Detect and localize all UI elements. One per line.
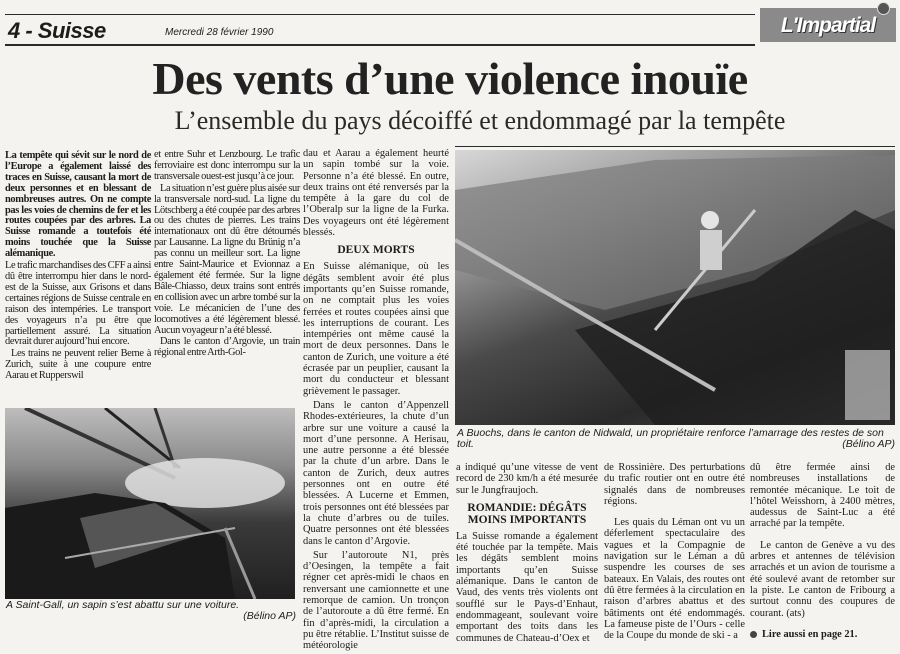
paragraph: Le canton de Genève a vu des arbres et antennes de télévision arrachés et un avion de tourisme a été soulevé avant de retomber sur la piste. Le canton de Fribourg a surtout connu des coupures de courant. (ats)	[750, 539, 895, 619]
newspaper-logo: L'Impartial	[760, 8, 896, 42]
paragraph: a indiqué qu’une vitesse de vent record de 230 km/h a été mesurée sur le Jungfraujoch.	[456, 462, 598, 496]
car-photo-caption: A Saint-Gall, un sapin s’est abattu sur une voiture. (Bélino AP)	[6, 599, 296, 622]
paragraph: Le trafic marchandises des CFF a ainsi dû être interrompu hier dans le nord-est de la Suisse, aux Grisons et dans certaines régions de Suisse centrale en raison des intempéries. Le transport des voyageurs n’a pu être que partiellement assuré. La situation devrait durer aujourd’hui encore.	[5, 260, 151, 348]
paragraph: La situation n’est guère plus aisée sur la transversale nord-sud. La ligne du Lötschberg a été coupée par des arbres ou des chutes de pierres. Les trains internationaux ont dû être détournés par Lausanne. La ligne du Brünig n’a pas connu un meilleur sort. La ligne entre Saint-Maurice et Evionnaz a également été fermée. Sur la ligne Bâle-Chiasso, deux trains sont entrés en collision avec un arbre tombé sur la voie. Le mécanicien de l’une des locomotives a été légèrement blessé. Aucun voyageur n’a été blessé.	[154, 182, 300, 336]
issue-date: Mercredi 28 février 1990	[165, 27, 274, 38]
paragraph: dû être fermée ainsi de nombreuses installations de remontée mécanique. Le toit de l’hôtel Weisshorn, à 2400 mètres, audessus de Saint-Luc a été arraché par la tempête.	[750, 462, 895, 530]
column-4	[456, 462, 598, 647]
subheadline: L’ensemble du pays décoiffé et endommagé par la tempête	[174, 106, 786, 135]
paragraph: dau et Aarau a également heurté un sapin tombé sur la voie. Personne n’a été blessé. En outre, deux trains ont été renversés par la tempête à la gare du col de l’Oberalp sur la ligne de la Furka. Des voyageurs ont été légèrement blessés.	[303, 148, 449, 239]
paragraph: Dans le canton d’Argovie, un train régional entre Arth-Gol-	[154, 336, 300, 359]
paragraph: En Suisse alémanique, où les dégâts semblent avoir été plus importants qu’en Suisse romande, on ne comptait plus les voies ferrées et routes coupées ainsi que les interruptions de courant. Les intempéries ont même causé la mort de deux personnes. Dans le canton de Zurich, une voiture a été écrasée par un peuplier, causant la mort du conducteur et blessant grièvement le passager.	[303, 261, 449, 397]
paragraph: et entre Suhr et Lenzbourg. Le trafic ferroviaire est donc interrompu sur la transversale ouest-est jusqu’à ce jour.	[154, 149, 300, 182]
paragraph: Les trains ne peuvent relier Berne à Zurich, suite à une coupure entre Aarau et Rupperswil	[5, 348, 151, 382]
paragraph: La Suisse romande a également été touchée par la tempête. Mais les dégâts semblent moins importants qu’en Suisse alémanique. Dans le canton de Vaud, des vents très violents ont soufflé sur le Pays-d’Enhaut, endommageant, soulevant voire emportant des toits dans les communes de Chateau-d’Oex et	[456, 530, 598, 644]
photo-credit: (Bélino AP)	[243, 610, 296, 622]
subheading: DEUX MORTS	[337, 244, 415, 257]
globe-icon	[877, 2, 890, 15]
car-photo	[5, 408, 295, 599]
headline: Des vents d’une violence inouïe	[152, 53, 748, 104]
column-1	[5, 151, 151, 383]
section-title: 4 - Suisse	[8, 18, 106, 43]
paragraph: Dans le canton d’Appenzell Rhodes-extérieures, la chute d’un arbre sur une voiture a causé la mort d’une personne. A Herisau, une autre personne a été blessée par la chute d’un arbre. Dans le canton de Zurich, deux autres personnes ont en outre été blessées. A Lucerne et Emmen, trois personnes ont été blessées par la chute d’arbres ou de tuiles. Quatre personnes ont été blessées dans le canton d’Argovie.	[303, 399, 449, 547]
photo-credit: (Bélino AP)	[842, 438, 895, 450]
column-5	[604, 462, 745, 644]
roof-illustration	[455, 150, 895, 425]
roof-photo-caption: A Buochs, dans le canton de Nidwald, un propriétaire renforce l’amarrage des restes de son toit. (Bélino AP)	[457, 427, 895, 450]
column-3	[303, 148, 449, 654]
paragraph: Sur l’autoroute N1, près d’Oesingen, la tempête a fait régner cet après-midi le chaos en renversant une camionnette et une remorque de camion. Un tronçon de l’autoroute a dû être fermé. En fin d’après-midi, la circulation a pu être rétablie. L’Institut suisse de météorologie	[303, 549, 449, 652]
photo-top-rule	[455, 146, 895, 147]
car-illustration	[5, 408, 295, 599]
masthead-rule	[5, 44, 755, 46]
lead-paragraph: La tempête qui sévit sur le nord de l’Europe a également laissé des traces en Suisse, causant la mort de deux personnes et en blessant de nombreuses autres. On ne compte pas les voies de chemins de fer et les routes coupées par des arbres. La Suisse romande a toutefois été moins touchée que la Suisse alémanique.	[5, 150, 151, 260]
bullet-icon	[750, 631, 757, 638]
see-also: Lire aussi en page 21.	[750, 629, 895, 640]
column-6	[750, 462, 895, 643]
paragraph: de Rossinière. Des perturbations du trafic routier ont en outre été signalés dans de nombreuses régions.	[604, 462, 745, 507]
column-2	[154, 150, 300, 360]
subheading: ROMANDIE: DÉGÂTS MOINS IMPORTANTS	[467, 501, 587, 526]
paragraph: Les quais du Léman ont vu un déferlement spectaculaire des vagues et la Compagnie de navigation sur le Léman a dû suspendre les courses de ses bateaux. En Valais, des routes ont dû être fermées à la circulation en raison d’arbres abattus et des bâtiments ont été endommagés. La fameuse piste de l’Ours - celle de la Coupe du monde de ski - a	[604, 517, 745, 642]
roof-photo	[455, 150, 895, 425]
top-rule	[5, 14, 755, 15]
